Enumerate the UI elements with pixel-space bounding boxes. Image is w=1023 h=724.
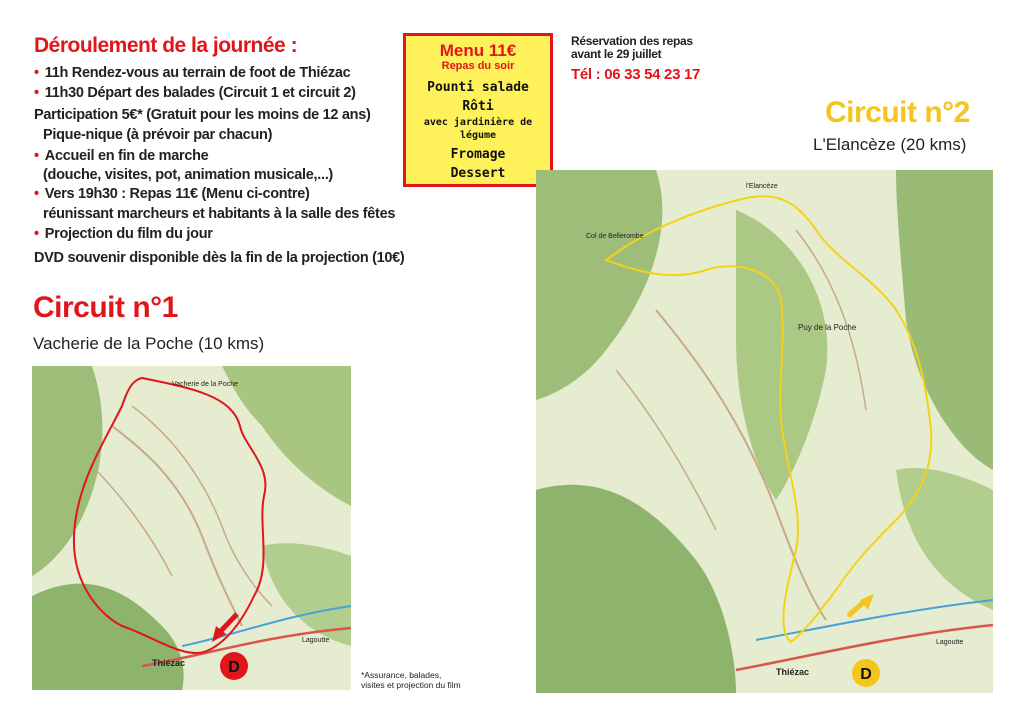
- programme-bullet: [34, 226, 213, 242]
- circuit1-title: Circuit n°1: [33, 291, 178, 324]
- map-label: Thiézac: [776, 667, 810, 677]
- reservation-phone: Tél : 06 33 54 23 17: [571, 66, 701, 83]
- circuit2-title: Circuit n°2: [825, 96, 970, 129]
- participation-text: Participation 5€* (Gratuit pour les moins de 12 ans): [34, 107, 371, 123]
- programme-bullet: [34, 65, 350, 81]
- bullet-text: 11h30 Départ des balades (Circuit 1 et circuit 2): [44, 85, 356, 101]
- map-label: Lagoutte: [302, 637, 330, 644]
- menu-title: Menu 11€: [439, 41, 517, 60]
- bullet-text: Accueil en fin de marche: [44, 148, 209, 164]
- reservation-line: Réservation des repas: [571, 34, 693, 48]
- bullet-text: 11h Rendez-vous au terrain de foot de Thiézac: [44, 65, 351, 81]
- accueil-detail: (douche, visites, pot, animation musicale,...): [43, 167, 333, 183]
- bullet-text: Vers 19h30 : Repas 11€ (Menu ci-contre): [44, 186, 310, 202]
- bullet-dot: •: [34, 148, 39, 164]
- map-label: Thiézac: [152, 658, 186, 668]
- map-label: Puy de la Poche: [798, 323, 857, 332]
- circuit1-map: [32, 366, 351, 690]
- bullet-dot: •: [34, 85, 39, 101]
- bullet-text: Projection du film du jour: [44, 226, 213, 242]
- programme-bullet: [34, 148, 208, 164]
- map-label: l'Elancèze: [746, 183, 778, 190]
- bullet-dot: •: [34, 65, 39, 81]
- footnote: [361, 670, 461, 690]
- circuit2-subtitle: L'Elancèze (20 kms): [813, 135, 967, 154]
- menu-item: Dessert: [450, 166, 506, 181]
- dvd-text: DVD souvenir disponible dès la fin de la projection (10€): [34, 250, 405, 266]
- picnic-text: Pique-nique (à prévoir par chacun): [43, 127, 273, 143]
- circuit1-subtitle: Vacherie de la Poche (10 kms): [33, 334, 265, 353]
- circuit1-map-graphic: [32, 366, 351, 690]
- bullet-dot: •: [34, 226, 39, 242]
- menu-subtitle: Repas du soir: [441, 60, 515, 72]
- reservation-line: avant le 29 juillet: [571, 47, 662, 61]
- bullet-dot: •: [34, 186, 39, 202]
- circuit2-map: [536, 170, 993, 693]
- footnote-line: visites et projection du film: [361, 680, 461, 690]
- circuit2-map-graphic: [536, 170, 993, 693]
- menu-item: Rôti: [462, 99, 494, 114]
- menu-box: [403, 33, 553, 187]
- vers-detail: réunissant marcheurs et habitants à la salle des fêtes: [43, 206, 396, 222]
- menu-item-note: avec jardinière de légume: [423, 117, 533, 141]
- start-marker-label: D: [860, 666, 872, 683]
- map-label: Col de Bellerombe: [586, 233, 644, 240]
- start-marker-label: D: [228, 659, 240, 676]
- map-label: Vacherie de la Poche: [172, 381, 239, 388]
- menu-item: Pounti salade: [427, 80, 529, 95]
- reservation-note: [571, 35, 693, 61]
- programme-bullet: [34, 85, 356, 101]
- map-label: Lagoutte: [936, 639, 964, 646]
- programme-bullet: [34, 186, 310, 202]
- programme-title: Déroulement de la journée :: [34, 34, 298, 57]
- footnote-line: *Assurance, balades,: [361, 670, 442, 680]
- menu-item: Fromage: [450, 147, 506, 162]
